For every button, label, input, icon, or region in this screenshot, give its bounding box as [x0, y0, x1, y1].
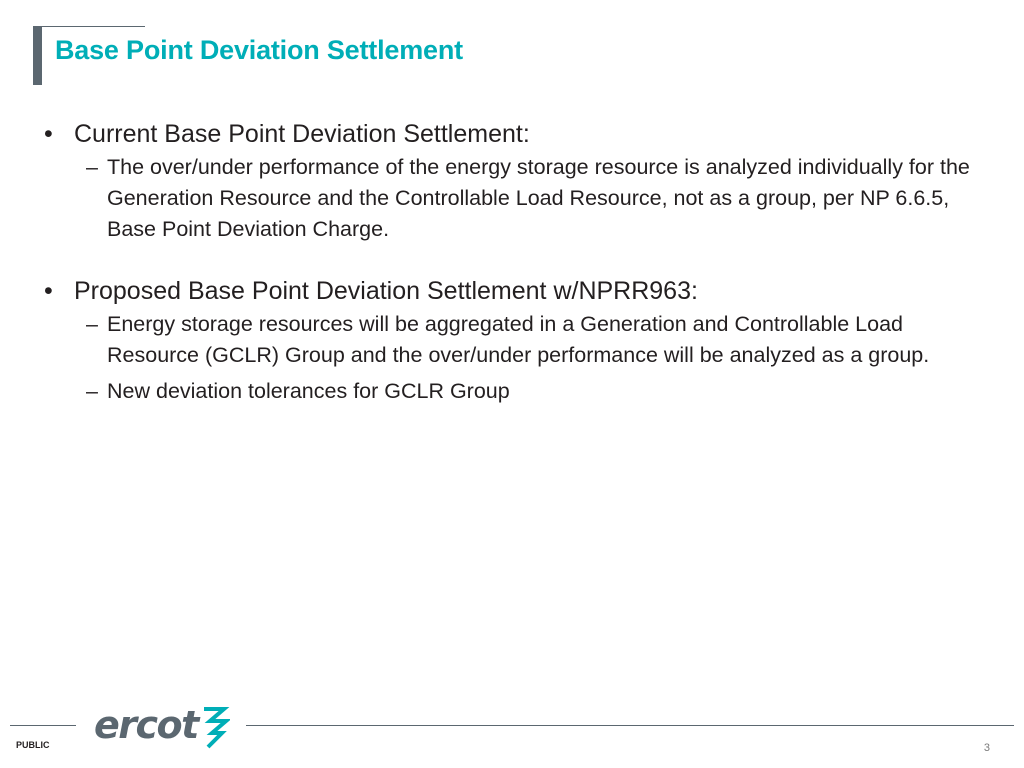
- title-top-rule: [33, 26, 145, 27]
- bullet-dot-icon: •: [44, 120, 53, 148]
- logo-wordmark: ercot: [94, 703, 198, 747]
- sub-bullet-list: [86, 309, 1000, 407]
- sub-bullet-list: [86, 152, 1000, 245]
- footer-rule-left: [10, 725, 76, 726]
- dash-icon: –: [86, 155, 98, 179]
- dash-icon: –: [86, 379, 98, 403]
- sub-bullet-text: Energy storage resources will be aggregated in a Generation and Controllable Load Resource (GCLR) Group and the over/under performance will be analyzed as a group.: [107, 312, 930, 367]
- sub-bullet-text: New deviation tolerances for GCLR Group: [107, 379, 510, 403]
- slide-title: Base Point Deviation Settlement: [55, 35, 463, 65]
- sub-bullet: [86, 309, 1000, 371]
- bullet-group-proposed: [40, 275, 1000, 407]
- bullet-text: Proposed Base Point Deviation Settlement w/NPRR963:: [74, 277, 698, 305]
- title-accent-bar: [33, 26, 42, 85]
- bullet-dot-icon: •: [44, 277, 53, 305]
- dash-icon: –: [86, 312, 98, 336]
- footer-rule-right: [246, 725, 1014, 726]
- slide-body: [40, 118, 1000, 412]
- classification-label: PUBLIC: [16, 740, 50, 750]
- bullet-group-current: [40, 118, 1000, 245]
- ercot-lightning-mark-icon: [200, 703, 230, 749]
- page-number: 3: [983, 742, 990, 754]
- ercot-logo: [94, 700, 230, 750]
- bullet-proposed-settlement: [40, 275, 1000, 307]
- sub-bullet: [86, 152, 1000, 245]
- bullet-current-settlement: [40, 118, 1000, 150]
- sub-bullet: [86, 376, 1000, 407]
- bullet-text: Current Base Point Deviation Settlement:: [74, 120, 530, 148]
- sub-bullet-text: The over/under performance of the energy storage resource is analyzed individually for the Generation Resource and the Controllable Load Resource, not as a group, per NP 6.6.5, Base Point Deviation Charge.: [107, 155, 970, 241]
